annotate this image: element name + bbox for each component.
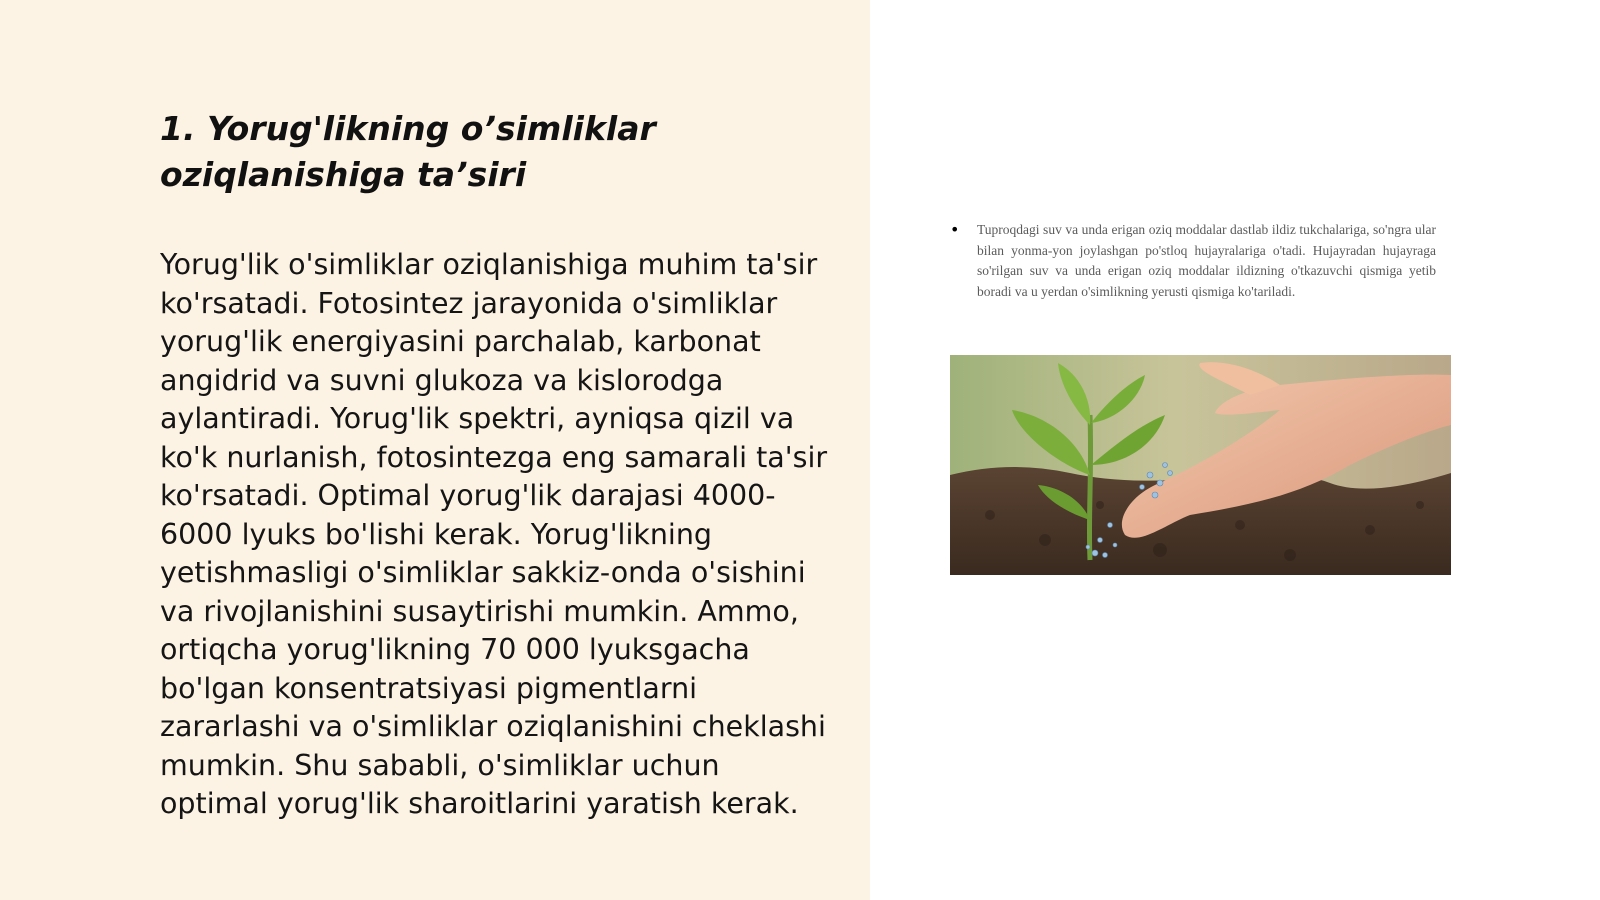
seedling-fertilizer-photo [950,355,1451,575]
slide-body-text: Yorug'lik o'simliklar oziqlanishiga muhim ta'sir ko'rsatadi. Fotosintez jarayonida o'simliklar yorug'lik energiyasini parchalab, karbonat angidrid va suvni glukoza va kislorodga aylantiradi. Yorug'lik spektri, ayniqsa qizil va ko'k nurlanish, fotosintezga eng samarali ta'sir ko'rsatadi. Optimal yorug'lik darajasi 4000-6000 lyuks bo'lishi kerak. Yorug'likning yetishmasligi o'simliklar sakkiz-onda o'sishini va rivojlanishini susaytirishi mumkin. Ammo, ortiqcha yorug'likning 70 000 lyuksgacha bo'lgan konsentratsiyasi pigmentlarni zararlashi va o'simliklar oziqlanishini cheklashi mumkin. Shu sababli, o'simliklar uchun optimal yorug'lik sharoitlarini yaratish kerak. [160,248,828,820]
figure-caption: Tuproqdagi suv va unda erigan oziq moddalar dastlab ildiz tukchalariga, so'ngra ular bilan yonma-yon joylashgan po'stloq hujayralariga o'tadi. Hujayradan hujayraga so'rilgan suv va unda erigan oziq moddalar ildizning o'tkazuvchi qismiga yetib boradi va u yerdan o'simlikning yerusti qismiga ko'tariladi. [977,222,1436,299]
figure [950,220,1451,575]
slide-title: 1. Yorug'likning o’simliklar oziqlanishiga ta’siri [160,109,656,194]
caption-bullet: • [950,220,960,239]
